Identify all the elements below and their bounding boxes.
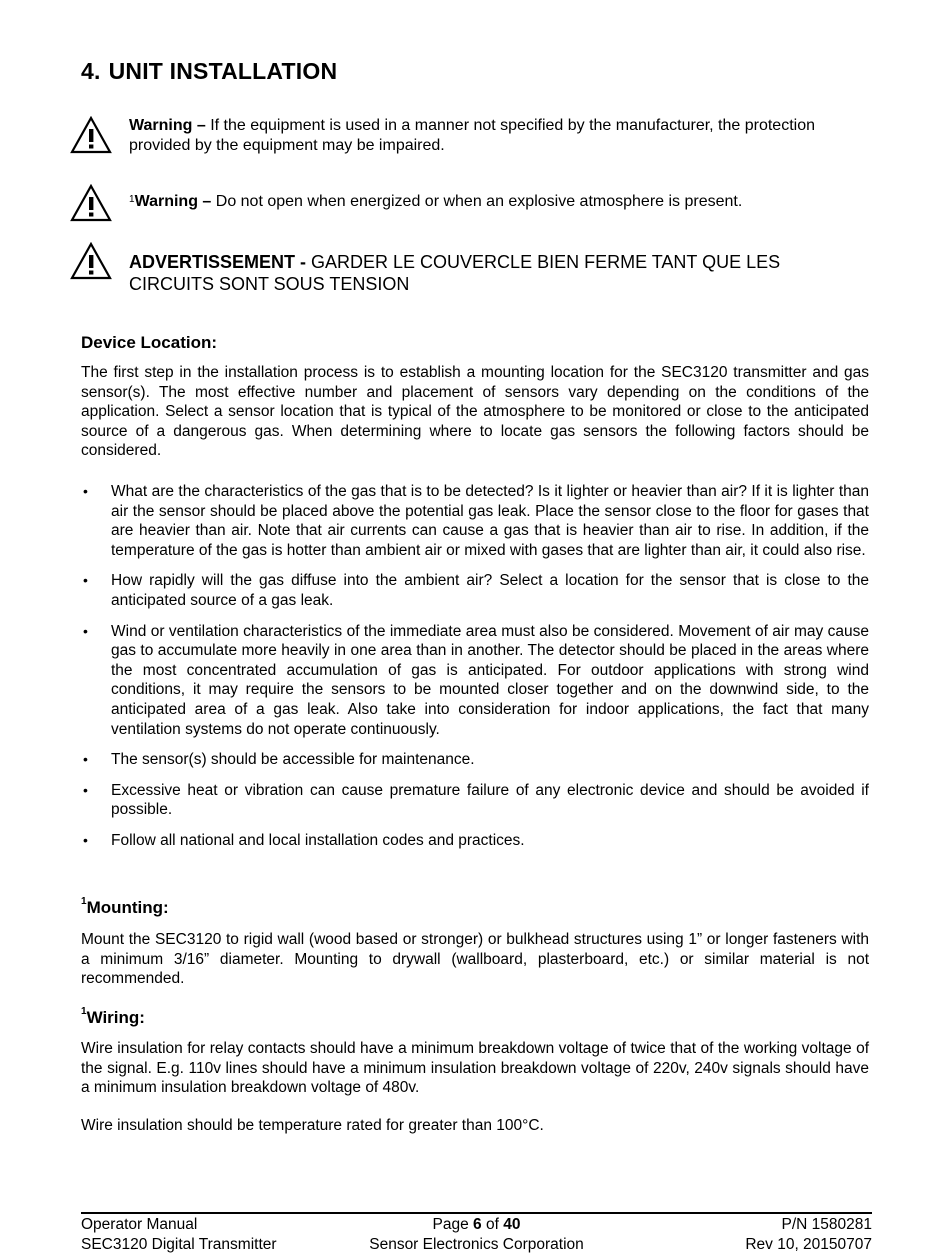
bullet-icon: • <box>83 781 88 798</box>
footnote-marker: 1 <box>81 1006 87 1017</box>
section-title: UNIT INSTALLATION <box>108 58 338 84</box>
warning-label: Warning – <box>129 117 206 134</box>
device-location-intro: The first step in the installation process is to establish a mounting location for the SEC3120 transmitter and gas sensor(s). The most effective number and placement of sensors vary depending on the conditions of the application. Select a sensor location that is typical of the atmosphere to be monitored or close to the anticipated source of a dangerous gas. When determining where to locate gas sensors the following factors should be considered. <box>81 364 869 460</box>
footnote-marker: 1 <box>81 896 87 907</box>
warning-triangle-icon <box>70 184 112 222</box>
warning-text: ADVERTISSEMENT - GARDER LE COUVERCLE BIEN FERME TANT QUE LES CIRCUITS SONT SOUS TENSION <box>129 252 781 294</box>
footer-company: Sensor Electronics Corporation <box>369 1236 584 1253</box>
list-item: • How rapidly will the gas diffuse into the ambient air? Select a location for the sensor that is close to the anticipated source of a gas leak. <box>83 572 869 609</box>
warning-text: $^1$Warning – Do not open when energized or when an explosive atmosphere is present. <box>129 193 743 210</box>
warning-label: Warning – <box>134 193 212 210</box>
wiring-text-1: Wire insulation for relay contacts should have a minimum breakdown voltage of twice that of the working voltage of the signal. E.g. 110v lines should have a minimum insulation breakdown voltage of 220v, 240v signals should have a minimum insulation breakdown voltage of 480v. <box>81 1040 869 1097</box>
location-factors-list <box>81 482 869 862</box>
bullet-icon: • <box>83 622 88 639</box>
bullet-icon: • <box>83 831 88 848</box>
list-item: • The sensor(s) should be accessible for maintenance. <box>83 751 475 769</box>
warning-label: ADVERTISSEMENT - <box>129 252 307 272</box>
warning-block-3 <box>70 251 870 295</box>
footnote-marker: 1 <box>129 194 135 205</box>
footer-revision: Rev 10, 20150707 <box>745 1236 873 1253</box>
device-location-heading: Device Location: <box>81 333 218 352</box>
page-number: Page 6 of 40 <box>432 1216 521 1233</box>
mounting-heading: $^1$Mounting: <box>81 896 169 917</box>
warning-triangle-icon <box>70 116 112 154</box>
page-footer <box>81 1212 872 1255</box>
list-item: • Wind or ventilation characteristics of the immediate area must also be considered. Movement of air may cause gas to accumulate more heavily in one area than in another. The detector should be placed in the areas where the most concentrated accumulation of gas is anticipated. For outdoor applications with strong wind conditions, it may require the sensors to be mounted closer together and on the downwind side, to the anticipated area of a gas leak. Also take into consideration for indoor applications, the fact that many ventilation systems do not operate continuously. <box>83 622 869 738</box>
footer-part-number: P/N 1580281 <box>781 1216 873 1233</box>
section-heading <box>81 58 337 85</box>
mounting-text: Mount the SEC3120 to rigid wall (wood based or stronger) or bulkhead structures using 1” or longer fasteners with a minimum 3/16” diameter. Mounting to drywall (wallboard, plasterboard, etc.) or similar material is not recommended. <box>81 931 869 988</box>
footer-product-name: SEC3120 Digital Transmitter <box>81 1236 277 1253</box>
wiring-text-2: Wire insulation should be temperature rated for greater than 100°C. <box>81 1117 544 1134</box>
bullet-icon: • <box>83 483 88 499</box>
bullet-icon: • <box>83 751 88 768</box>
warning-block-2 <box>70 192 870 212</box>
section-number: 4. <box>81 58 101 84</box>
warning-triangle-icon <box>70 242 112 280</box>
list-item: • Excessive heat or vibration can cause premature failure of any electronic device and should be avoided if possible. <box>83 781 869 819</box>
bullet-icon: • <box>83 572 88 589</box>
footer-doc-type: Operator Manual <box>81 1216 198 1233</box>
wiring-heading: $^1$Wiring: <box>81 1006 145 1027</box>
warning-text: Warning – If the equipment is used in a manner not specified by the manufacturer, the protection provided by the equipment may be impaired. <box>129 117 815 154</box>
warning-block-1 <box>70 116 870 156</box>
list-item: • What are the characteristics of the gas that is to be detected? Is it lighter or heavier than air? If it is lighter than air the sensor should be placed above the potential gas leak. Place the sensor close to the floor for gases that are heavier than air. Note that air currents can cause a gas that is heavier than air to rise. In addition, if the temperature of the gas is hotter than ambient air or mixed with gases that are lighter than air, it could also rise. <box>83 483 869 559</box>
list-item: • Follow all national and local installation codes and practices. <box>83 831 525 849</box>
